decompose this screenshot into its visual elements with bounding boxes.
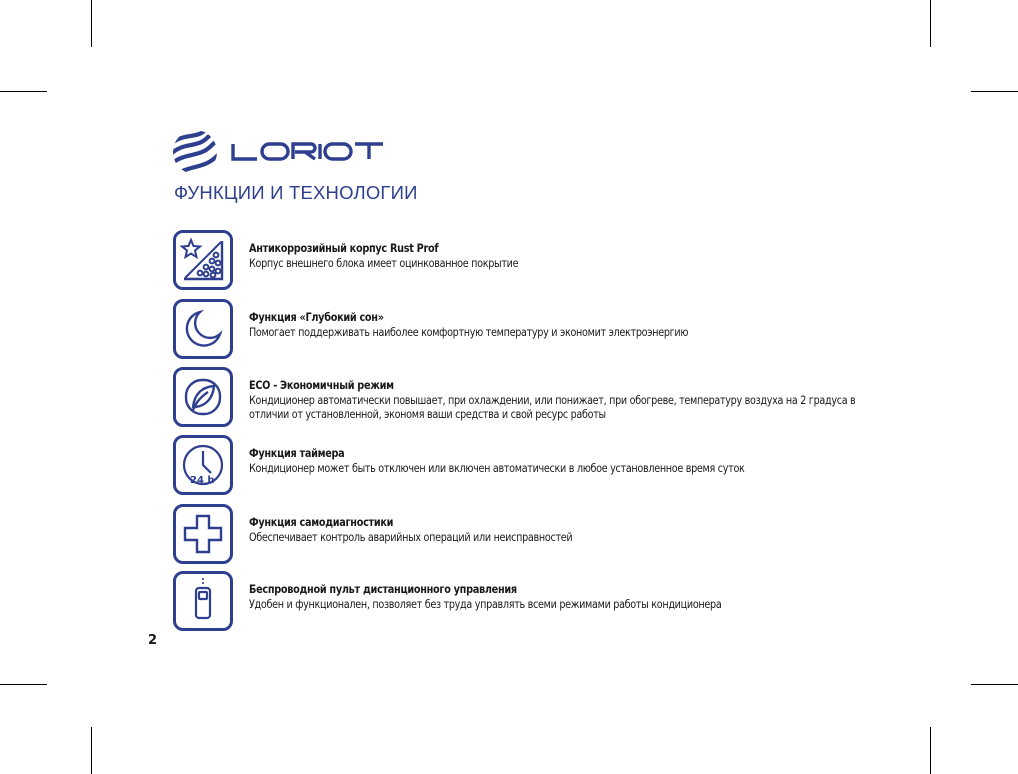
feature-title: Функция самодиагностики	[249, 516, 394, 529]
feature-deep-sleep	[173, 299, 933, 359]
crop-mark-top-left	[91, 0, 92, 47]
feature-eco-mode	[173, 367, 933, 427]
feature-description: Удобен и функционален, позволяет без труда управлять всеми режимами работы кондиционера	[249, 598, 722, 611]
page-number: 2	[148, 633, 158, 648]
crop-mark-left-top	[0, 91, 47, 92]
crop-mark-top-right	[930, 0, 931, 47]
feature-description: Кондиционер может быть отключен или включен автоматически в любое установленное время суток	[249, 462, 745, 475]
timer-icon	[173, 435, 233, 495]
page-title: ФУНКЦИИ И ТЕХНОЛОГИИ	[174, 182, 418, 203]
moon-icon	[173, 299, 233, 359]
feature-title: Функция таймера	[249, 447, 345, 460]
timer-icon-label: 24 h	[190, 475, 215, 486]
feature-anticorrosion	[173, 230, 933, 290]
feature-description: Кондиционер автоматически повышает, при охлаждении, или понижает, при обогреве, температуру воздуха на 2 градуса в отличии от установленной, экономя ваши средства и свой ресурс работы	[249, 394, 856, 421]
crop-mark-right-top	[971, 91, 1018, 92]
medical-cross-icon	[173, 504, 233, 564]
loriot-logo	[173, 128, 393, 176]
crop-mark-bottom-left	[91, 727, 92, 774]
feature-description: Помогает поддерживать наиболее комфортную температуру и экономит электроэнергию	[249, 326, 689, 339]
leaf-icon	[173, 367, 233, 427]
feature-title: ECO - Экономичный режим	[249, 379, 394, 392]
feature-description: Обеспечивает контроль аварийных операций или неисправностей	[249, 531, 573, 544]
feature-title: Беспроводной пульт дистанционного управления	[249, 583, 517, 596]
feature-remote-control	[173, 571, 933, 631]
remote-control-icon	[173, 571, 233, 631]
feature-title: Антикоррозийный корпус Rust Prof	[249, 242, 439, 255]
crop-mark-right-bottom	[971, 684, 1018, 685]
crop-mark-bottom-right	[930, 727, 931, 774]
feature-self-diagnosis	[173, 504, 933, 564]
anticorrosion-icon	[173, 230, 233, 290]
crop-mark-left-bottom	[0, 684, 47, 685]
feature-timer	[173, 435, 933, 495]
feature-description: Корпус внешнего блока имеет оцинкованное покрытие	[249, 257, 519, 270]
feature-title: Функция «Глубокий сон»	[249, 311, 384, 324]
